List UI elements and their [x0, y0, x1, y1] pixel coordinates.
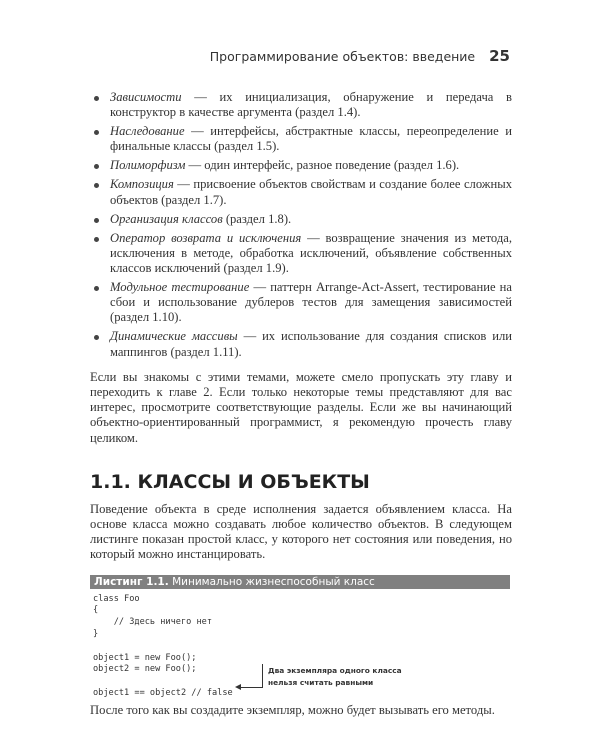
annotation-arrow-shaft — [240, 687, 262, 688]
description: — их использование для создания списков или маппингов (раздел 1.11). — [110, 329, 512, 359]
description: (раздел 1.8). — [222, 211, 292, 226]
code-annotation — [268, 665, 402, 689]
annotation-line-1: Два экземпляра одного класса — [268, 665, 402, 675]
description: — возвращение значения из метода, исключения в методе, обработка исключений, объявление собственных классов исключений (раздел 1.9). — [110, 230, 513, 276]
list-item — [90, 124, 512, 154]
list-item — [90, 177, 512, 207]
code-listing: class Foo { // Здесь ничего нет } object1 = new Foo(); object2 = new Foo(); object1 == object2 // false — [93, 593, 233, 699]
term: Организация классов — [110, 211, 223, 226]
paragraph: Поведение объекта в среде исполнения задается объявлением класса. На основе класса можно создавать любое количество объектов. В следующем листинге показан простой класс, у которого нет состояния или поведения, но который можно инстанцировать. — [90, 501, 512, 562]
main-column — [90, 90, 512, 718]
list-item — [90, 280, 512, 326]
list-item — [90, 158, 512, 173]
list-item — [90, 231, 512, 277]
description: — их инициализация, обнаружение и передача в конструктор в качестве аргумента (раздел 1.4). — [110, 90, 512, 120]
term: Оператор возврата и исключения — [110, 230, 302, 245]
running-header — [90, 47, 510, 65]
page-number: 25 — [489, 47, 510, 65]
term: Динамические массивы — [110, 329, 238, 344]
topic-list — [90, 90, 512, 360]
description: — присвоение объектов свойствам и создание более сложных объектов (раздел 1.7). — [110, 177, 512, 207]
section-heading: 1.1. КЛАССЫ И ОБЪЕКТЫ — [90, 470, 370, 493]
arrow-left-icon — [235, 684, 241, 690]
listing-label: Листинг 1.1. — [94, 575, 169, 588]
annotation-line — [262, 664, 263, 688]
annotation-line-2: нельзя считать равными — [268, 677, 374, 687]
listing-caption-bar — [90, 575, 510, 589]
term: Полиморфизм — [110, 158, 186, 173]
description: — паттерн Arrange-Act-Assert, тестирование на сбои и использование дублеров тестов для замещения зависимостей (раздел 1.10). — [110, 280, 513, 325]
term: Модульное тестирование — [110, 280, 250, 295]
term: Композиция — [110, 177, 174, 192]
term: Зависимости — [110, 90, 182, 104]
listing-caption: Минимально жизнеспособный класс — [168, 575, 375, 588]
description: — интерфейсы, абстрактные классы, переопределение и финальные классы (раздел 1.5). — [110, 124, 512, 154]
list-item — [90, 329, 512, 359]
running-header-title: Программирование объектов: введение — [209, 49, 476, 64]
description: — один интерфейс, разное поведение (раздел 1.6). — [185, 158, 460, 173]
paragraph: Если вы знакомы с этими темами, можете смело пропускать эту главу и переходить к главе 2. Если только некоторые темы представляют для вас интерес, просмотрите соответствующие разделы. Если же вы начинающий объектно-ориентированный программист, я рекомендую прочесть главу целиком. — [90, 369, 512, 445]
list-item — [90, 90, 512, 120]
code-listing-block — [90, 575, 512, 699]
list-item — [90, 212, 512, 227]
paragraph: После того как вы создадите экземпляр, можно будет вызывать его методы. — [90, 702, 495, 717]
term: Наследование — [110, 124, 185, 139]
